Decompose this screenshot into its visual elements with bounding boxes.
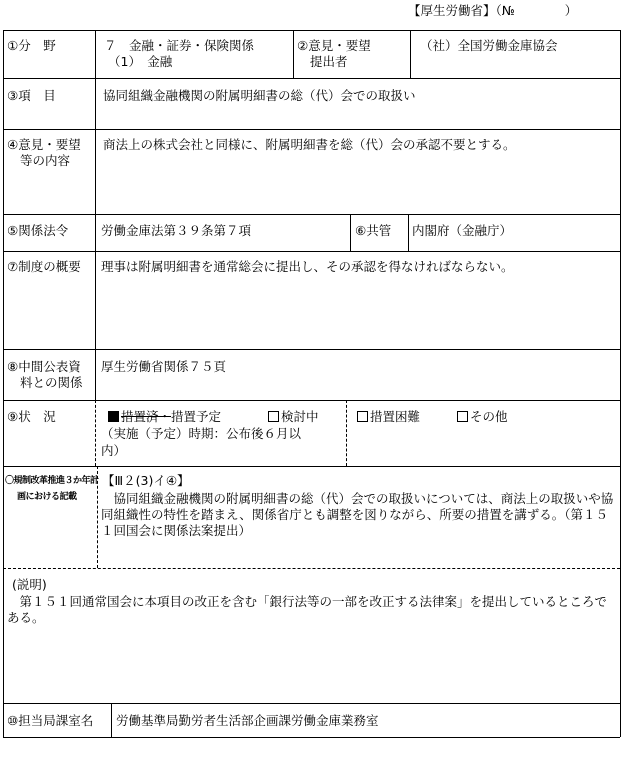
office-value: 労働基準局勤労者生活部企画課労働金庫業務室 xyxy=(116,713,379,728)
checkbox-icon xyxy=(357,411,368,422)
status-option-difficult xyxy=(357,409,420,424)
status-option-review xyxy=(268,409,319,424)
office-label: ⑩担当局課室名 xyxy=(7,713,94,728)
item-label: ③項 目 xyxy=(7,88,56,103)
option-done-text: 措置済・ xyxy=(121,409,172,424)
option-difficult-text: 措置困難 xyxy=(370,409,421,424)
option-planned-text: 措置予定 xyxy=(171,409,222,424)
ministry-header: 【厚生労働省】（№ ） xyxy=(408,3,578,18)
explanation-body: 第１５１回通常国会に本項目の改正を含む「銀行法等の一部を改正する法律案」を提出しているところである。 xyxy=(7,594,607,625)
jurisdiction-label: ⑥共管 xyxy=(355,223,392,238)
interim-value: 厚生労働省関係７５頁 xyxy=(101,359,227,374)
overview-value: 理事は附属明細書を通常総会に提出し、その承認を得なければならない。 xyxy=(101,259,514,274)
submitter-value: （社）全国労働金庫協会 xyxy=(420,38,558,53)
field-label: ①分 野 xyxy=(7,38,56,53)
option-review-text: 検討中 xyxy=(281,409,319,424)
status-timing-line2: 内） xyxy=(101,443,127,458)
submitter-label-line1: ②意見・要望 xyxy=(297,38,371,53)
interim-label-line2: 料との関係 xyxy=(20,375,83,390)
field-value-line2: （1） 金融 xyxy=(108,54,173,69)
plan-label-line2: 画における記載 xyxy=(17,492,77,502)
jurisdiction-value: 内閣府（金融庁） xyxy=(412,223,513,238)
status-option-done xyxy=(108,409,221,424)
explanation-heading: (説明) xyxy=(12,577,47,592)
status-timing-line1: （実施（予定）時期：公布後６月以 xyxy=(101,426,302,441)
option-other-text: その他 xyxy=(470,409,508,424)
overview-label: ⑦制度の概要 xyxy=(7,259,81,274)
status-option-other xyxy=(457,409,508,424)
law-label: ⑤関係法令 xyxy=(7,223,69,238)
status-label: ⑨状 況 xyxy=(7,409,56,424)
content-value: 商法上の株式会社と同様に、附属明細書を総（代）会の承認不要とする。 xyxy=(103,137,516,152)
checkbox-icon xyxy=(268,411,279,422)
item-value: 協同組織金融機関の附属明細書の総（代）会での取扱い xyxy=(103,88,416,103)
content-label-line1: ④意見・要望 xyxy=(7,137,81,152)
content-label-line2: 等の内容 xyxy=(20,153,71,168)
law-value: 労働金庫法第３９条第７項 xyxy=(101,223,252,238)
submitter-label-line2: 提出者 xyxy=(310,54,348,69)
plan-body: 協同組織金融機関の附属明細書の総（代）会での取扱いについては、商法上の取扱いや協同組織性の特性を踏まえ、関係省庁とも調整を図りながら、所要の措置を講ずる。（第１５１回国会に関係法案提出） xyxy=(101,491,614,538)
checkbox-icon xyxy=(457,411,468,422)
interim-label-line1: ⑧中間公表資 xyxy=(7,359,81,374)
plan-reference: 【Ⅲ２(3)イ④】 xyxy=(102,473,190,488)
plan-label-line1: 〇規制改革推進３か年計 xyxy=(5,476,99,486)
field-value-line1: ７ 金融・証券・保険関係 xyxy=(104,38,255,53)
checked-box-icon xyxy=(108,411,119,422)
